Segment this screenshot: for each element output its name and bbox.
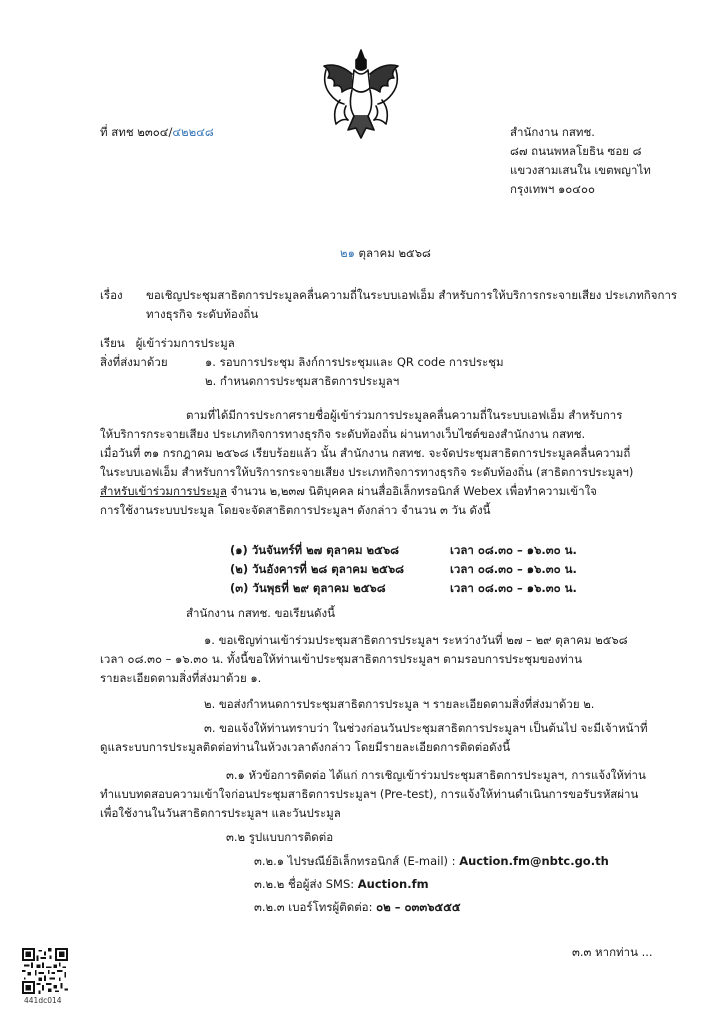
subject-line: ขอเชิญประชุมสาธิตการประมูลคลื่นความถี่ในระบบเอฟเอ็ม สำหรับการให้บริการกระจายเสียง ประเภทกิจการ <box>146 288 678 302</box>
schedule-time: เวลา ๐๘.๓๐ – ๑๖.๓๐ น. <box>450 562 577 576</box>
item-3-1 <box>100 766 646 823</box>
paragraph-line: เพื่อใช้งานในวันสาธิตการประมูลฯ และวันประมูล <box>100 806 341 820</box>
paragraph-line: ๑. ขอเชิญท่านเข้าร่วมประชุมสาธิตการประมูลฯ ระหว่างวันที่ ๒๗ – ๒๙ ตุลาคม ๒๕๖๘ <box>204 633 628 647</box>
date-day: ๒๑ <box>340 246 355 260</box>
paragraph-text: จำนวน ๒,๒๓๗ นิติบุคคล ผ่านสื่ออิเล็กทรอนิกส์ Webex เพื่อทำความเข้าใจ <box>226 484 597 498</box>
enclosure-item: ๑. รอบการประชุม ลิงก์การประชุมและ QR code การประชุม <box>205 355 504 369</box>
paragraph-line: ตามที่ได้มีการประกาศรายชื่อผู้เข้าร่วมการประมูลคลื่นความถี่ในระบบเอฟเอ็ม สำหรับการ <box>186 408 623 422</box>
garuda-emblem <box>318 44 404 144</box>
paragraph-line: ในระบบเอฟเอ็ม สำหรับการให้บริการกระจายเสียง ประเภทกิจการทางธุรกิจ ระดับท้องถิ่น (สาธิตการประมูลฯ) <box>100 465 634 479</box>
schedule-day: (๑) วันจันทร์ที่ ๒๗ ตุลาคม ๒๕๖๘ <box>230 543 400 557</box>
office-address <box>510 123 651 199</box>
letter-date <box>340 244 431 263</box>
subject-line: ทางธุรกิจ ระดับท้องถิ่น <box>146 307 259 321</box>
contact-label: ๓.๒.๒ ชื่อผู้ส่ง SMS: <box>254 877 358 891</box>
item-2: ๒. ขอส่งกำหนดการประชุมสาธิตการประมูล ฯ รายละเอียดตามสิ่งที่ส่งมาด้วย ๒. <box>204 697 595 711</box>
contact-label: ๓.๒.๓ เบอร์โทรผู้ติดต่อ: <box>254 900 377 914</box>
email-address[interactable]: Auction.fm@nbtc.go.th <box>459 854 609 868</box>
subject-label: เรื่อง <box>100 288 123 302</box>
reference-serial: ๔๒๒๔๘ <box>172 125 214 139</box>
phone-number: ๐๒ – ๐๓๓๖๕๕๕ <box>376 900 461 914</box>
contact-list <box>254 852 609 917</box>
schedule-time: เวลา ๐๘.๓๐ – ๑๖.๓๐ น. <box>450 543 577 557</box>
item-3-2: ๓.๒ รูปแบบการติดต่อ <box>226 830 334 844</box>
qr-code <box>22 948 68 994</box>
paragraph-line: การใช้งานระบบประมูล โดยจะจัดสาธิตการประมูลฯ ดังกล่าว จำนวน ๓ วัน ดังนี้ <box>100 503 491 517</box>
reference-number <box>100 123 214 142</box>
paragraph-line <box>100 482 633 501</box>
date-month-year: ตุลาคม ๒๕๖๘ <box>354 246 431 260</box>
office-notice: สำนักงาน กสทช. ขอเรียนดังนี้ <box>186 606 335 620</box>
schedule-day: (๓) วันพุธที่ ๒๙ ตุลาคม ๒๕๖๘ <box>230 581 386 595</box>
office-street: ๘๗ ถนนพหลโยธิน ซอย ๘ <box>510 144 642 158</box>
schedule-row <box>230 560 577 579</box>
contact-phone <box>254 898 609 917</box>
item-3 <box>100 719 648 757</box>
contact-email <box>254 852 609 871</box>
paragraph-line: ๓. ขอแจ้งให้ท่านทราบว่า ในช่วงก่อนวันประชุมสาธิตการประมูลฯ เป็นต้นไป จะมีเจ้าหน้าที่ <box>204 721 648 735</box>
schedule-list <box>230 541 577 598</box>
item-1 <box>100 631 628 688</box>
paragraph-line: ๓.๑ หัวข้อการติดต่อ ได้แก่ การเชิญเข้าร่วมประชุมสาธิตการประมูลฯ, การแจ้งให้ท่าน <box>226 768 646 782</box>
schedule-time: เวลา ๐๘.๓๐ – ๑๖.๓๐ น. <box>450 581 577 595</box>
intro-paragraph <box>100 406 633 520</box>
paragraph-line: ทำแบบทดสอบความเข้าใจก่อนประชุมสาธิตการประมูลฯ (Pre-test), การแจ้งให้ท่านดำเนินการขอรับรหัสผ่าน <box>100 787 639 801</box>
salutation-label: เรียน <box>100 336 125 350</box>
enclosures-list <box>205 353 504 391</box>
sms-sender: Auction.fm <box>357 877 429 891</box>
office-district: แขวงสามเสนใน เขตพญาไท <box>510 163 651 177</box>
subject-text <box>146 286 677 324</box>
qr-code-id: 441dc014 <box>24 996 62 1005</box>
underlined-phrase: สำหรับเข้าร่วมการประมูล <box>100 484 227 498</box>
enclosures-label: สิ่งที่ส่งมาด้วย <box>100 355 168 369</box>
schedule-row <box>230 579 577 598</box>
schedule-row <box>230 541 577 560</box>
office-city: กรุงเทพฯ ๑๐๔๐๐ <box>510 182 596 196</box>
salutation-recipient: ผู้เข้าร่วมการประมูล <box>135 336 235 350</box>
paragraph-line: ดูแลระบบการประมูลติดต่อท่านในห้วงเวลาดังกล่าว โดยมีรายละเอียดการติดต่อดังนี้ <box>100 740 511 754</box>
reference-prefix: ที่ สทช ๒๓๐๔/ <box>100 125 173 139</box>
paragraph-line: รายละเอียดตามสิ่งที่ส่งมาด้วย ๑. <box>100 671 262 685</box>
paragraph-line: เมื่อวันที่ ๓๑ กรกฎาคม ๒๕๖๘ เรียบร้อยแล้ว นั้น สำนักงาน กสทช. จะจัดประชุมสาธิตการประมูลคลื่นความถี่ <box>100 446 631 460</box>
continuation-text: ๓.๓ หากท่าน ... <box>572 945 653 959</box>
office-name: สำนักงาน กสทช. <box>510 125 595 139</box>
enclosure-item: ๒. กำหนดการประชุมสาธิตการประมูลฯ <box>205 374 400 388</box>
schedule-day: (๒) วันอังคารที่ ๒๘ ตุลาคม ๒๕๖๘ <box>230 562 405 576</box>
contact-label: ๓.๒.๑ ไปรษณีย์อิเล็กทรอนิกส์ (E-mail) : <box>254 854 460 868</box>
paragraph-line: เวลา ๐๘.๓๐ – ๑๖.๓๐ น. ทั้งนี้ขอให้ท่านเข้าประชุมสาธิตการประมูลฯ ตามรอบการประชุมของท่าน <box>100 652 582 666</box>
contact-sms <box>254 875 609 894</box>
salutation <box>100 334 235 353</box>
paragraph-line: ให้บริการกระจายเสียง ประเภทกิจการทางธุรกิจ ระดับท้องถิ่น ผ่านทางเว็บไซต์ของสำนักงาน กสทช. <box>100 427 586 441</box>
